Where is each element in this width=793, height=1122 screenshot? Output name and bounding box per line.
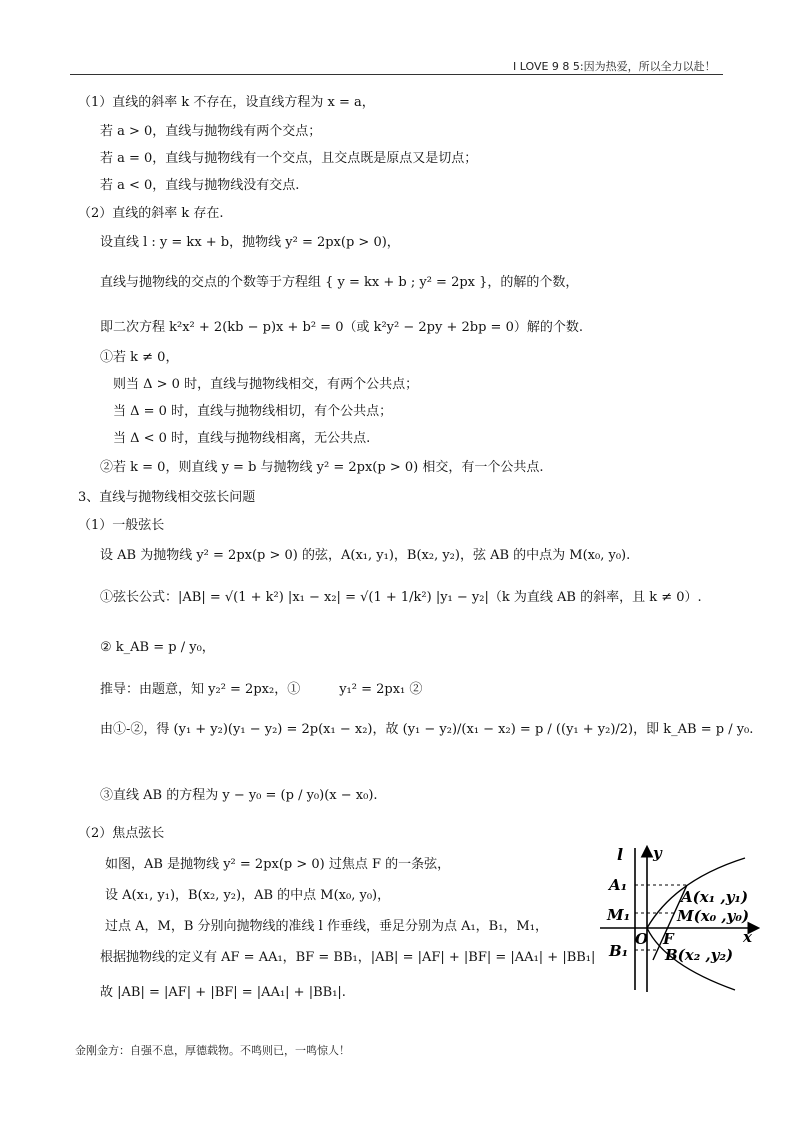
- line-21: ③直线 AB 的方程为 y − y₀ = (p / y₀)(x − x₀).: [100, 788, 378, 803]
- label-O: O: [635, 930, 649, 948]
- line-23: 如图，AB 是抛物线 y² = 2px(p > 0) 过焦点 F 的一条弦，: [105, 857, 451, 872]
- line-27: 故 |AB| = |AF| + |BF| = |AA₁| + |BB₁|.: [100, 985, 346, 1000]
- line-22: （2）焦点弦长: [78, 826, 165, 841]
- line-10: 则当 Δ > 0 时，直线与抛物线相交，有两个公共点；: [113, 377, 419, 392]
- line-24: 设 A(x₁, y₁)，B(x₂, y₂)，AB 的中点 M(x₀, y₀)，: [105, 888, 391, 903]
- label-l: l: [617, 845, 624, 864]
- label-x: x: [743, 928, 752, 946]
- line-12: 当 Δ < 0 时，直线与抛物线相离，无公共点.: [113, 431, 371, 446]
- label-M1: M₁: [607, 906, 631, 924]
- line-20: 由①-②，得 (y₁ + y₂)(y₁ − y₂) = 2p(x₁ − x₂)，故 (y₁ − y₂)/(x₁ − x₂) = p / ((y₁ + y₂)/2)，即 k_AB = p / y₀.: [100, 722, 754, 737]
- line-16: 设 AB 为抛物线 y² = 2px(p > 0) 的弦，A(x₁, y₁)，B(x₂, y₂)，弦 AB 的中点为 M(x₀, y₀).: [100, 548, 631, 563]
- label-B1: B₁: [609, 942, 629, 960]
- line-15: （1）一般弦长: [78, 518, 165, 533]
- line-18: ② k_AB = p / y₀，: [100, 640, 215, 655]
- parabola-focal-chord-figure: [595, 840, 765, 1000]
- line-7: 直线与抛物线的交点的个数等于方程组 { y = kx + b ; y² = 2px }，的解的个数，: [100, 275, 579, 290]
- label-F: F: [663, 930, 674, 948]
- label-A1: A₁: [609, 876, 628, 894]
- page-footer: 金刚金方：自强不息，厚德载物。不鸣则已，一鸣惊人！: [75, 1044, 350, 1057]
- section-heading-3: 3、直线与抛物线相交弦长问题: [78, 490, 256, 505]
- line-25: 过点 A，M，B 分别向抛物线的准线 l 作垂线，垂足分别为点 A₁，B₁，M₁，: [105, 919, 548, 934]
- line-4: 若 a < 0，直线与抛物线没有交点.: [100, 178, 300, 193]
- label-B: B(x₂ ,y₂): [665, 946, 734, 964]
- label-A: A(x₁ ,y₁): [681, 888, 749, 906]
- line-2: 若 a > 0，直线与抛物线有两个交点；: [100, 124, 322, 139]
- line-11: 当 Δ = 0 时，直线与抛物线相切，有个公共点；: [113, 404, 393, 419]
- line-8: 即二次方程 k²x² + 2(kb − p)x + b² = 0（或 k²y² − 2py + 2bp = 0）解的个数.: [100, 320, 583, 335]
- line-9: ①若 k ≠ 0，: [100, 350, 179, 365]
- line-3: 若 a = 0，直线与抛物线有一个交点，且交点既是原点又是切点；: [100, 151, 478, 166]
- label-y: y: [653, 844, 662, 862]
- line-6: 设直线 l : y = kx + b，抛物线 y² = 2px(p > 0)，: [100, 235, 400, 250]
- label-M: M(x₀ ,y₀): [677, 907, 750, 925]
- line-5: （2）直线的斜率 k 存在.: [78, 206, 224, 221]
- header-rule: [70, 74, 723, 75]
- line-26: 根据抛物线的定义有 AF = AA₁，BF = BB₁，|AB| = |AF| + |BF| = |AA₁| + |BB₁|: [100, 950, 596, 965]
- line-19: 推导：由题意，知 y₂² = 2px₂，① y₁² = 2px₁ ②: [100, 682, 423, 697]
- line-13: ②若 k = 0，则直线 y = b 与抛物线 y² = 2px(p > 0) 相交，有一个公共点.: [100, 460, 544, 475]
- line-1: （1）直线的斜率 k 不存在，设直线方程为 x = a，: [78, 95, 375, 110]
- line-17: ①弦长公式：|AB| = √(1 + k²) |x₁ − x₂| = √(1 + 1/k²) |y₁ − y₂|（k 为直线 AB 的斜率，且 k ≠ 0）.: [100, 590, 702, 605]
- page-header: I LOVE 9 8 5:因为热爱，所以全力以赴！: [513, 60, 716, 73]
